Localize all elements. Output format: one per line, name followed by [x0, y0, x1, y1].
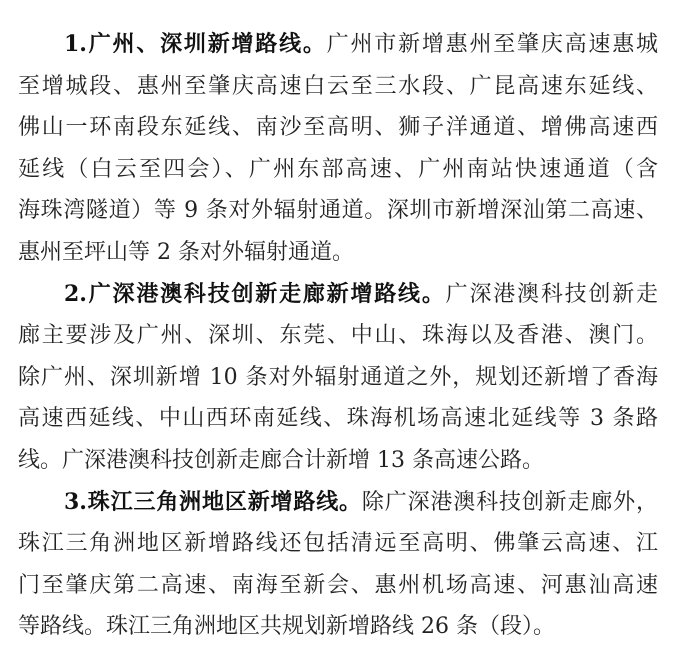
paragraph-line: 廊主要涉及广州、深圳、东莞、中山、珠海以及香港、澳门。 — [18, 323, 658, 349]
paragraph-heading: 3.珠江三角洲地区新增路线。 — [64, 488, 362, 515]
paragraph-heading: 2.广深港澳科技创新走廊新增路线。 — [64, 280, 446, 307]
paragraph-line: 佛山一环南段东延线、南沙至高明、狮子洋通道、增佛高速西 — [18, 115, 658, 141]
paragraph-guangzhou-shenzhen — [18, 24, 658, 274]
paragraph-first-line — [18, 482, 658, 524]
paragraph-text: 广州市新增惠州至肇庆高速惠城 — [326, 32, 658, 57]
paragraph-line: 海珠湾隧道）等 9 条对外辐射通道。深圳市新增深汕第二高速、 — [18, 198, 658, 224]
paragraph-line: 线。广深港澳科技创新走廊合计新增 13 条高速公路。 — [18, 447, 544, 473]
paragraph-line: 至增城段、惠州至肇庆高速白云至三水段、广昆高速东延线、 — [18, 73, 658, 99]
document-body — [18, 24, 658, 648]
paragraph-line: 惠州至坪山等 2 条对外辐射通道。 — [18, 239, 354, 265]
paragraph-pearl-river-delta — [18, 482, 658, 648]
paragraph-first-line — [18, 274, 658, 316]
paragraph-heading: 1.广州、深圳新增路线。 — [64, 31, 327, 57]
paragraph-line: 门至肇庆第二高速、南海至新会、惠州机场高速、河惠汕高速 — [18, 572, 658, 598]
paragraph-first-line — [18, 24, 658, 66]
paragraph-line: 延线（白云至四会）、广州东部高速、广州南站快速通道（含 — [18, 156, 658, 182]
paragraph-line: 除广州、深圳新增 10 条对外辐射通道之外，规划还新增了香海 — [18, 364, 658, 390]
paragraph-innovation-corridor — [18, 274, 658, 482]
paragraph-text: 广深港澳科技创新走 — [445, 281, 658, 307]
paragraph-text: 除广深港澳科技创新走廊外， — [361, 489, 658, 515]
paragraph-line: 高速西延线、中山西环南延线、珠海机场高速北延线等 3 条路 — [18, 406, 658, 432]
paragraph-line: 等路线。珠江三角洲地区共规划新增路线 26 条（段）。 — [18, 614, 555, 640]
paragraph-line: 珠江三角洲地区新增路线还包括清远至高明、佛肇云高速、江 — [18, 531, 658, 557]
